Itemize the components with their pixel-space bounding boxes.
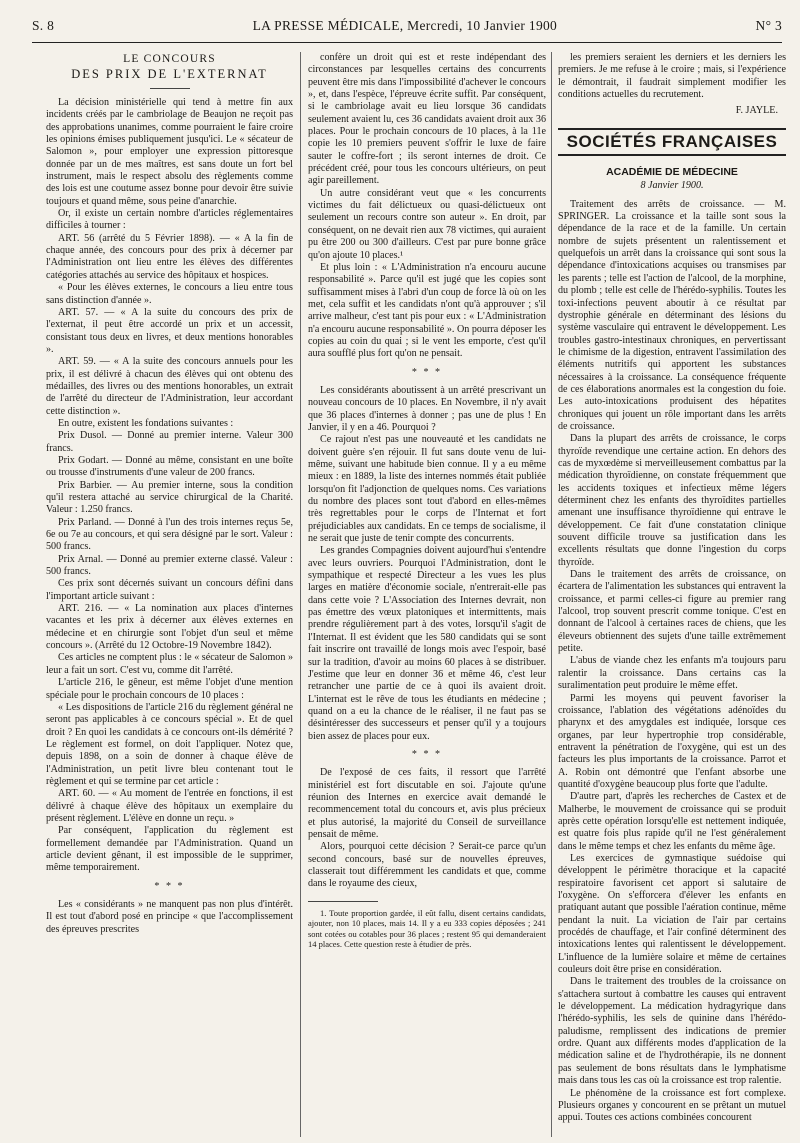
paragraph: les premiers seraient les derniers et les derniers les premiers. Je me refuse à le croire ; mais, si l'expérience le démontrait, il faudrait simplement modifier les conditions actuelles du recrutement.	[558, 52, 786, 101]
paragraph: Les exercices de gymnastique suédoise qui développent le périmètre thoracique et la capacité respiratoire favorisent cet apport si salutaire de l'oxygène. On s'efforcera d'élever les enfants en pratiquant autant que possible l'aération continue, même pendant la nuit. La viciation de l'air par certains procédés de chauffage, et l'air confiné déterminent des intoxications lentes qui ralentissent le développement. L'influence de la lumière solaire et même de certaines couleurs doit être prise en considération.	[558, 852, 786, 976]
paragraph: Alors, pourquoi cette décision ? Serait-ce parce qu'un second concours, basé sur de nouvelles épreuves, classerait tout différemment les candidats et que, comme dans le royaume des cieux,	[308, 841, 546, 890]
paragraph: Et plus loin : « L'Administration n'a encouru aucune responsabilité ». Parce qu'il est jugé que les copies sont suffisamment mises à l'abri d'un coup de force là où on les met, cela suffit et les candidats n'ont qu'à approuver ; s'il arrive malheur, c'est tant pis pour eux : « L'Administration n'a encouru aucune responsabilité ». On pourra déposer les copies au coin du quai ; si le vent les emporte, c'est qu'il aura soufflé plus fort qu'on ne pensait.	[308, 261, 546, 360]
paragraph: Dans la plupart des arrêts de croissance, le corps thyroïde revendique une certaine action. En dehors des cas de myxœdème si merveilleusement combattus par la médication thyroïdienne, on constate fréquemment que les accidents toxiques et infectieux même légers déterminent chez les enfants des thyroïdites partielles amenant une insuffisance thyroïdienne qui entrave le développement. Ce fait d'une constatation clinique souvent difficile trouve sa justification dans les excellents résultats que donne l'ingestion du corps thyroïde.	[558, 433, 786, 568]
page-number: S. 8	[32, 18, 55, 33]
footnote-rule	[308, 901, 378, 902]
column-1	[46, 52, 293, 1137]
paragraph: Prix Arnal. — Donné au premier externe classé. Valeur : 500 francs.	[46, 553, 293, 578]
issue-number: N° 3	[755, 18, 782, 33]
paragraph: La décision ministérielle qui tend à mettre fin aux incidents créés par le cambriolage de Beaujon ne reçoit pas des approbations unanimes, comme pourraient le faire croire les opinions émises publiquement jusqu'ici. Le « sécateur de Salomon », pour employer une expression pittoresque donnée par un de mes maîtres, est sans doute un fort bel instrument, mais le respect absolu des règlements comme des lois est une coutume assez bonne pour devoir être suivie toujours et quand même, sous peine d'anarchie.	[46, 97, 293, 207]
paragraph: Traitement des arrêts de croissance. — M. SPRINGER. La croissance et la taille sont sous la dépendance de la race et de la famille. Un certain nombre de sujets présentent un ralentissement et quelquefois un arrêt dans la croissance qui sont sous la dépendance d'intoxications acquises ou transmises par les parents ; telle est l'action de l'alcool, de la morphine, du plomb ; telle est celle de l'hérédo-syphilis. Toutes les toxi-infections peuvent aboutir à ce résultat par dystrophie générale en déterminant des lésions du système vasculaire qui entravent le développement. Les troubles gastro-intestinaux chroniques, en pervertissant le chimisme de la digestion, entravent l'assimilation des éléments nutritifs qui apportent les substances nécessaires à la croissance. La conséquence fréquente de ces élaborations anormales est la congestion du foie. Les auto-intoxications produisent des hépatites chroniques qui jouent un rôle important dans les arrêts de croissance.	[558, 198, 786, 432]
section-separator: * * *	[411, 748, 443, 760]
author-signature: F. JAYLE.	[735, 105, 778, 117]
paragraph: Parmi les moyens qui peuvent favoriser la croissance, l'ablation des végétations adénoïdes du pharynx et des amygdales est indiquée, lorsque ces organes, par leur hypertrophie trop considérable, entravent la pénétration de l'oxygène, qui est un des facteurs les plus importants de la croissance. Parrot et A. Robin ont démontré que l'enfant absorbe une quantité d'oxygène beaucoup plus forte que l'adulte.	[558, 692, 786, 790]
column-2	[308, 52, 546, 1137]
paragraph: D'autre part, d'après les recherches de Castex et de Malherbe, le mouvement de croissance qui se produit après cette opération lorsqu'elle est nettement indiquée, est quatre fois plus rapide qu'il ne l'est généralement dans le même temps et chez les enfants du même âge.	[558, 791, 786, 852]
paragraph: Prix Godart. — Donné au même, consistant en une boîte ou trousse d'instruments d'une valeur de 200 francs.	[46, 454, 293, 479]
paragraph: ART. 216. — « La nomination aux places d'internes vacantes et les prix à décerner aux élèves externes en médecine et en chirurgie sont l'objet d'un seul et même concours ». (Arrêté du 12 Octobre-19 Novembre 1842).	[46, 603, 293, 652]
section-separator: * * *	[411, 366, 443, 378]
paragraph: Prix Parland. — Donné à l'un des trois internes reçus 5e, 6e ou 7e au concours, et qui sera désigné par le sort. Valeur : 500 francs.	[46, 516, 293, 553]
article-title-line-1: LE CONCOURS	[123, 53, 216, 65]
section-separator: * * *	[154, 880, 185, 892]
paragraph: Ce rajout n'est pas une nouveauté et les candidats ne doivent guère s'en réjouir. Il fut sans doute venu de lui-même, suivant une habitude bien connue. Il y a eu même mieux : en 1889, la liste des internes nommés était publiée lorsqu'on fit l'adjonction de quelques noms. Ces variations du nombre des places sont tout d'abord en elles-mêmes très regrettables pour le corps de l'Internat et fort préjudiciables aux candidats. En ce temps de socialisme, il ne serait que juste de tenir compte des concurrents.	[308, 434, 546, 545]
paragraph: Par conséquent, l'application du règlement est formellement demandée par l'Administration. Quand un article devient gênant, il est impossible de le supprimer, même temporairement.	[46, 825, 293, 874]
paragraph: L'abus de viande chez les enfants m'a toujours paru ralentir la croissance. Dans certains cas la suralimentation peut produire le même effet.	[558, 655, 786, 692]
paragraph: Ces prix sont décernés suivant un concours défini dans l'important article suivant :	[46, 578, 293, 602]
footnote: 1. Toute proportion gardée, il eût fallu, disent certains candidats, ajouter, non 10 places, mais 14. Il y a eu 333 copies déposées ; 241 sont cotées ou cotables pour 36 places ; restent 95 qui demanderaient 14 places. Cette question reste à étudier de près.	[308, 907, 546, 949]
column-divider	[551, 52, 552, 1137]
paragraph: « Les dispositions de l'article 216 du règlement général ne seront pas applicables à ce concours spécial ». Et de quel droit ? En quoi les candidats à ce concours ont-ils démérité ? Le règlement est formel, on doit l'appliquer. Notez que, depuis 1898, on a soin de donner à chaque élève de l'Administration, un petit livre bleu contenant tout le règlement et qui se termine par cet article :	[46, 701, 293, 787]
paragraph: ART. 59. — « A la suite des concours annuels pour les prix, il est délivré à chacun des élèves qui ont obtenu des médailles, des livres ou des mentions honorables, un extrait de l'arrêté du directeur de l'Administration, leur accordant cette distinction ».	[46, 356, 293, 417]
paragraph: Ces articles ne comptent plus : le « sécateur de Salomon » leur a fait un sort. C'est vu, comme dit l'arrêté.	[46, 652, 293, 676]
paragraph: De l'exposé de ces faits, il ressort que l'arrêté ministériel est fort discutable en soi. J'ajoute qu'une réunion des Internes en exercice avait demandé le recommencement total du concours et, avis plus précieux et plus autorisé, la majorité du Conseil de surveillance pensait de même.	[308, 767, 546, 840]
column-3	[558, 52, 786, 1137]
section-title: SOCIÉTÉS FRANÇAISES	[558, 128, 786, 156]
paragraph: ART. 56 (arrêté du 5 Février 1898). — « A la fin de chaque année, des concours pour des prix à décerner par l'Administration ont lieu entre les élèves des différentes catégories attachés au service des hôpitaux et hospices.	[46, 232, 293, 281]
page-header	[32, 18, 782, 38]
article-title-line-2: DES PRIX DE L'EXTERNAT	[71, 67, 268, 81]
paragraph: Prix Dusol. — Donné au premier interne. Valeur 300 francs.	[46, 430, 293, 454]
paragraph: ART. 60. — « Au moment de l'entrée en fonctions, il est délivré à chaque élève des hôpitaux un exemplaire du présent règlement. L'élève en donne un reçu. »	[46, 788, 293, 824]
paragraph: Dans le traitement des arrêts de croissance, on écartera de l'alimentation les substances qui entravent la croissance, et parmi celles-ci figure au premier rang l'alcool, trop souvent prescrit comme tonique. C'est en donnant de l'alcool à certaines races de chiens, que les éleveurs obtiennent des sujets d'une taille extrêmement petite.	[558, 569, 786, 655]
session-date: 8 Janvier 1900.	[640, 180, 704, 192]
paragraph: Un autre considérant veut que « les concurrents victimes du fait délictueux ou quasi-délictueux ont seulement un recours contre son auteur ». En droit, par conséquent, on ne devait rien aux 78 victimes, qui auraient pu être 200 ou 300 d'ailleurs. C'est par pure bonne grâce qu'on ajoute 10 places.¹	[308, 187, 546, 261]
paragraph: Les considérants aboutissent à un arrêté prescrivant un nouveau concours de 10 places. En Novembre, il n'y avait que 36 places d'internes à donner ; pas une de plus ! En Janvier, il y en a 46. Pourquoi ?	[308, 384, 546, 433]
paragraph: Le phénomène de la croissance est fort complexe. Plusieurs organes y concourent en se prêtant un mutuel appui. Toutes ces actions combinées concourent	[558, 1087, 786, 1124]
paragraph: ART. 57. — « A la suite du concours des prix de l'externat, il peut être accordé un prix et un accessit, consistant tous deux en livres, et deux mentions honorables ».	[46, 306, 293, 355]
journal-title: LA PRESSE MÉDICALE, Mercredi, 10 Janvier 1900	[252, 18, 558, 33]
paragraph: L'article 216, le gêneur, est même l'objet d'une mention spéciale pour le prochain concours de 10 places :	[46, 677, 293, 701]
paragraph: Les grandes Compagnies doivent aujourd'hui s'entendre avec leurs ouvriers. Pourquoi l'Administration, dont le sympathique et respecté Directeur a les vues les plus larges en matière d'économie sociale, n'entrerait-elle pas dans cette voie ? L'Association des Internes devrait, non pas émettre des vœux platoniques et intermittents, mais prendre régulièrement part à des votes, lorsqu'il s'agit de l'Internat. Il est évident que les 580 candidats qui se sont fait inscrire ont travaillé de longs mois avec l'espoir, basé sur la tradition, d'avoir au moins 60 places à se distribuer. J'estime que leur en donner 36 et même 46, c'est leur retrancher une partie de ce à quoi ils avaient droit. L'internat est le rêve de tous les étudiants en médecine ; quand on a eu la chance de le réaliser, il ne faut pas se désintéresser des successeurs et penser qu'il y a toujours bien assez de places pour eux.	[308, 545, 546, 742]
title-rule	[150, 88, 190, 89]
paragraph: « Pour les élèves externes, le concours a lieu entre tous sans distinction d'année ».	[46, 282, 293, 306]
academy-heading: ACADÉMIE DE MÉDECINE	[606, 166, 738, 179]
paragraph: En outre, existent les fondations suivantes :	[58, 417, 234, 429]
paragraph: Dans le traitement des troubles de la croissance on s'attachera surtout à combattre les causes qui entravent le développement. La médication hydragyrique dans l'hérédo-syphilis, les sels de quinine dans l'hérédo-paludisme, remplissent des indications de premier ordre. Quant aux différents modes d'application de la médication saline et de l'hydrothérapie, ils ne donnent pas seulement de bons résultats dans le lymphatisme mais dans tous les cas où la croissance est trop ralentie.	[558, 976, 786, 1087]
column-divider	[300, 52, 301, 1137]
paragraph: Or, il existe un certain nombre d'articles réglementaires difficiles à tourner :	[46, 208, 293, 232]
header-rule	[32, 42, 782, 43]
paragraph: confère un droit qui est et reste indépendant des circonstances par lesquelles certains des concurrents peuvent être mis dans l'impossibilité d'achever le concours », et, dans l'espèce, l'épreuve écrite suffit. Par conséquent, si le cambriolage avait eu lieu lorsque 36 candidats seulement avaient lu, ces 36 candidats avaient droit aux 36 places. Pour le prochain concours de 10 places, à la 11e copie les 10 premiers peuvent s'offrir le luxe de faire sauter le coffre-fort ; ils seront internes de droit. Ce précédent créé, pour tous les concours ultérieurs, on peut agir pareillement.	[308, 52, 546, 187]
paragraph: Prix Barbier. — Au premier interne, sous la condition qu'il restera attaché au service chirurgical de la Charité. Valeur : 1.250 francs.	[46, 479, 293, 516]
paragraph: Les « considérants » ne manquent pas non plus d'intérêt. Il est tout d'abord posé en principe « que l'accomplissement des épreuves prescrites	[46, 899, 293, 935]
